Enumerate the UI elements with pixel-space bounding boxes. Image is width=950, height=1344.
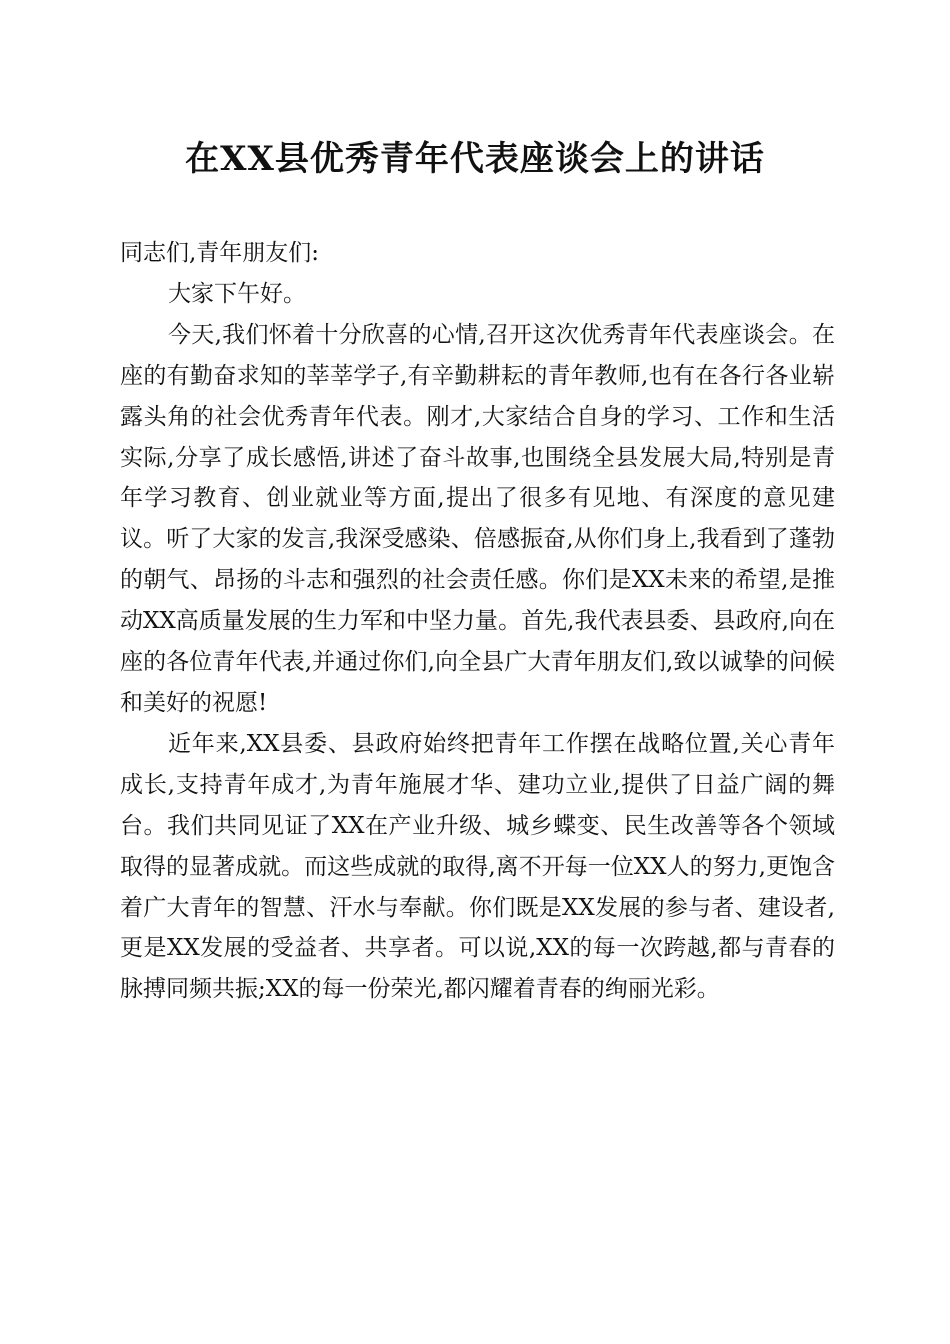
paragraph-opening: 今天,我们怀着十分欣喜的心情,召开这次优秀青年代表座谈会。在座的有勤奋求知的莘莘学子,有辛勤耕耘的青年教师,也有在各行各业崭露头角的社会优秀青年代表。刚才,大家结合自身的学习、工作和生活实际,分享了成长感悟,讲述了奋斗故事,也围绕全县发展大局,特别是青年学习教育、创业就业等方面,提出了很多有见地、有深度的意见建议。听了大家的发言,我深受感染、倍感振奋,从你们身上,我看到了蓬勃的朝气、昂扬的斗志和强烈的社会责任感。你们是XX未来的希望,是推动XX高质量发展的生力军和中坚力量。首先,我代表县委、县政府,向在座的各位青年代表,并通过你们,向全县广大青年朋友们,致以诚挚的问候和美好的祝愿!: [120, 321, 835, 716]
salutation: 同志们,青年朋友们:: [120, 240, 320, 266]
paragraph-greeting: 大家下午好。: [168, 280, 306, 307]
paragraph-achievements: 近年来,XX县委、县政府始终把青年工作摆在战略位置,关心青年成长,支持青年成才,为青年施展才华、建功立业,提供了日益广阔的舞台。我们共同见证了XX在产业升级、城乡蝶变、民生改善等各个领域取得的显著成就。而这些成就的取得,离不开每一位XX人的努力,更饱含着广大青年的智慧、汗水与奉献。你们既是XX发展的参与者、建设者,更是XX发展的受益者、共享者。可以说,XX的每一次跨越,都与青春的脉搏同频共振;XX的每一份荣光,都闪耀着青春的绚丽光彩。: [120, 730, 835, 1003]
document-body: [120, 233, 835, 1010]
document-title: 在XX县优秀青年代表座谈会上的讲话: [185, 139, 765, 179]
